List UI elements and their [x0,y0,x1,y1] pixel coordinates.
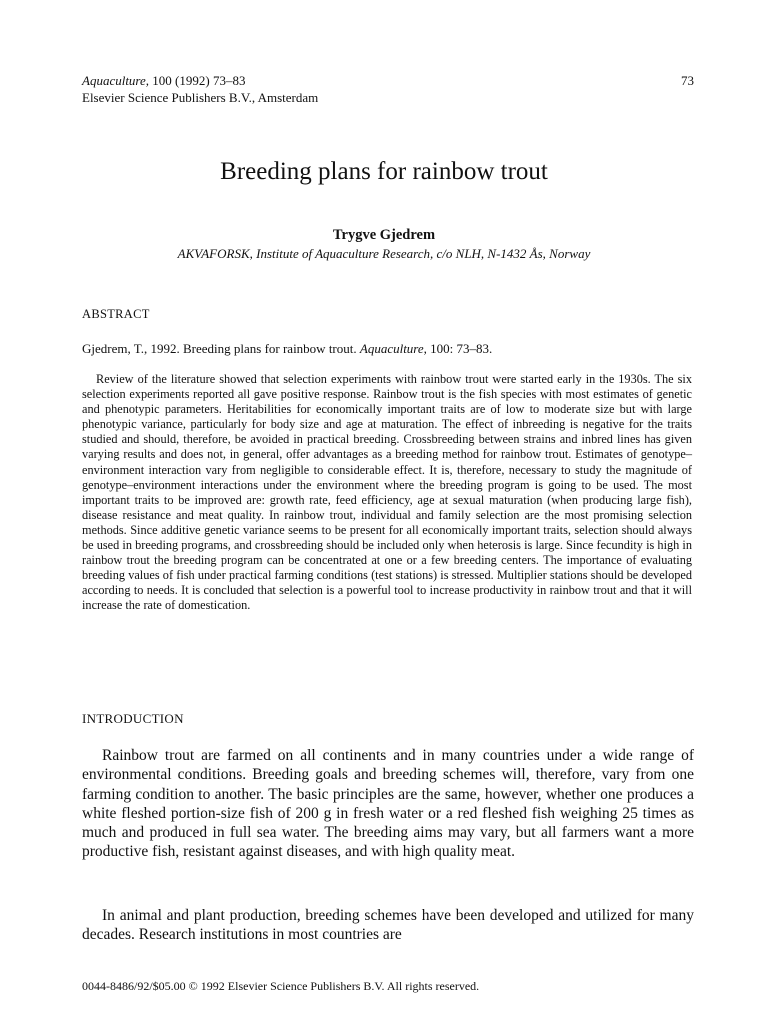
abstract-heading: ABSTRACT [82,307,150,321]
copyright-footer: 0044-8486/92/$05.00 © 1992 Elsevier Science Publishers B.V. All rights reserved. [82,979,480,993]
introduction-paragraph-1: Rainbow trout are farmed on all continents and in many countries under a wide range of environmental conditions. Breeding goals and breeding schemes will, therefore, vary from one farming condition to another. The basic principles are the same, however, whether one produces a white fleshed portion-size fish of 200 g in fresh water or a red fleshed fish weighing 25 times as much and produced in full sea water. The breeding aims may vary, but all farmers want a more productive fish, resistant against diseases, and with high quality meat. [82,747,694,861]
publisher-line: Elsevier Science Publishers B.V., Amsterdam [82,90,319,105]
article-title: Breeding plans for rainbow trout [220,158,548,185]
journal-reference [82,72,245,89]
article-author: Trygve Gjedrem [332,227,436,243]
introduction-heading: INTRODUCTION [82,711,184,726]
page-number: 73 [681,73,694,88]
citation-journal: Aquaculture, [359,341,427,356]
author-affiliation: AKVAFORSK, Institute of Aquaculture Research, c/o NLH, N-1432 Ås, Norway [177,246,591,261]
introduction-paragraph-2: In animal and plant production, breeding schemes have been developed and utilized for many decades. Research institutions in most countries are [82,907,694,944]
abstract-citation [82,340,492,357]
journal-volume-pages: 100 (1992) 73–83 [152,73,246,88]
journal-name: Aquaculture, [82,73,150,88]
abstract-text: Review of the literature showed that selection experiments with rainbow trout were started early in the 1930s. The six selection experiments reported all gave positive response. Rainbow trout is the fish species with most estimates of genetic and phenotypic parameters. Heritabilities for economically important traits are of low to moderate size but with large phenotypic variance, particularly for body size and age at maturation. The effect of inbreeding is negative for the traits studied and should, therefore, be avoided in practical breeding. Crossbreeding between strains and inbred lines has given varying results and does not, in general, offer advantages as a breeding method for rainbow trout. Estimates of genotype–environment interaction vary from negligible to considerable effect. It is, therefore, necessary to study the magnitude of genotype–environment interactions under the environment where the breeding program is going to be used. The most important traits to be improved are: growth rate, feed efficiency, age at sexual maturation (when producing large fish), disease resistance and meat quality. In rainbow trout, individual and family selection are the most promising selection methods. Since additive genetic variance seems to be present for all economically important traits, selection should always be used in breeding programs, and crossbreeding should be included only when heterosis is large. Since fecundity is high in rainbow trout the breeding program can be concentrated at one or a few breeding centers. The importance of evaluating breeding values of fish under practical farming conditions (test stations) is stressed. Multiplier stations should be developed according to needs. It is concluded that selection is a powerful tool to increase productivity in rainbow trout and that it will increase the rate of domestication. [82,372,692,613]
citation-prefix: Gjedrem, T., 1992. Breeding plans for rainbow trout. [82,341,357,356]
citation-suffix: 100: 73–83. [430,341,493,356]
